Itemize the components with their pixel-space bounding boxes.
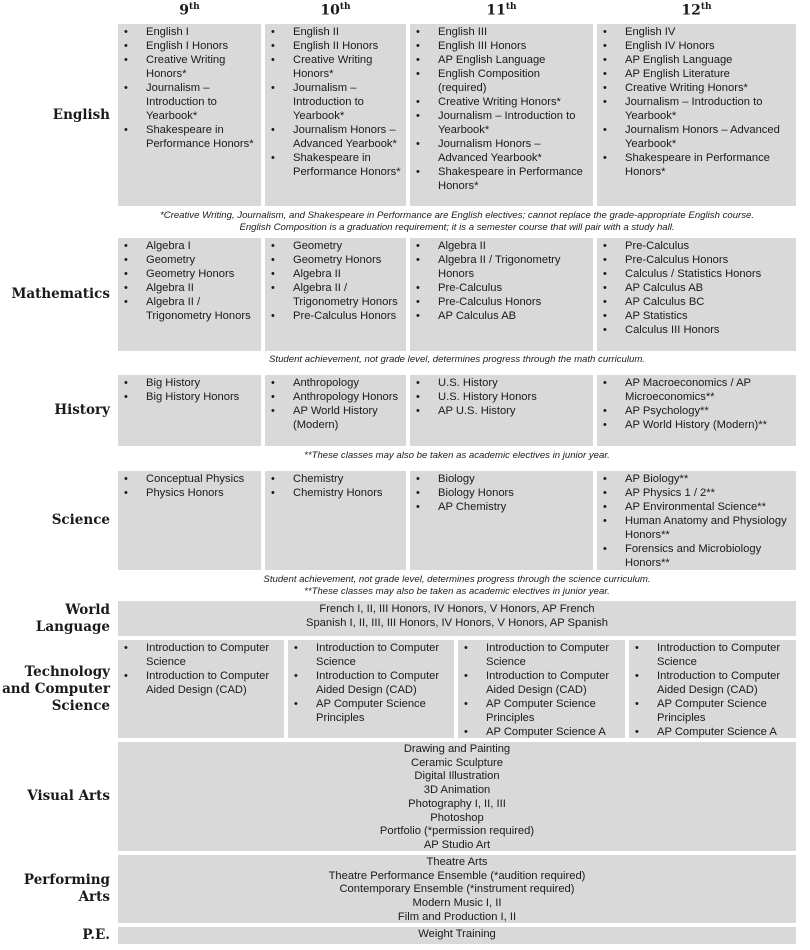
course-item: • Anthropology	[293, 376, 402, 390]
course-item: • U.S. History	[438, 376, 589, 390]
course-list	[118, 238, 261, 323]
course-list	[597, 24, 796, 179]
subject-label-technology	[0, 640, 112, 738]
course-item: • Chemistry	[293, 472, 402, 486]
course-item: • Pre-Calculus Honors	[438, 295, 589, 309]
course-item: • Calculus / Statistics Honors	[625, 267, 792, 281]
course-item: • Algebra II	[146, 281, 257, 295]
note-line: English Composition is a graduation requirement; it is a semester course that will pair with a study hall.	[239, 221, 675, 233]
course-list	[118, 375, 261, 404]
course-item: • Big History Honors	[146, 390, 257, 404]
course-item: • AP Calculus BC	[625, 295, 792, 309]
course-item: • Shakespeare in Performance Honors*	[146, 123, 257, 151]
history-cell-9	[118, 375, 261, 446]
course-line: Theatre Arts	[426, 856, 488, 868]
course-item: • AP English Language	[625, 53, 792, 67]
course-item: • English I Honors	[146, 39, 257, 53]
course-item: • Pre-Calculus	[438, 281, 589, 295]
course-item: • English II	[293, 25, 402, 39]
science-cell-10	[265, 471, 406, 570]
course-list	[410, 471, 593, 514]
subject-label-text: Science	[51, 697, 110, 714]
subject-label-performing-arts	[0, 855, 112, 923]
grade-suffix: th	[700, 2, 712, 12]
grade-header-12	[597, 2, 796, 22]
subject-label-text: and Computer	[2, 680, 110, 697]
course-list	[597, 238, 796, 337]
course-line: Modern Music I, II	[412, 897, 502, 910]
course-item: • Journalism Honors – Advanced Yearbook*	[438, 137, 589, 165]
course-line: Spanish I, II, III, III Honors, IV Honors, V Honors, AP Spanish	[305, 616, 608, 629]
course-line: Portfolio (*permission required)	[379, 825, 535, 838]
subject-label-text: Performing	[23, 872, 110, 888]
english-cell-10	[265, 24, 406, 206]
course-item: • AP Macroeconomics / AP Microeconomics**	[625, 376, 792, 404]
note-line: **These classes may also be taken as academic electives in junior year.	[304, 450, 610, 461]
course-item: • AP Chemistry	[438, 500, 589, 514]
course-list	[118, 640, 284, 697]
course-item: • AP Psychology**	[625, 404, 792, 418]
course-item: • Pre-Calculus Honors	[293, 309, 402, 323]
course-item: • Algebra I	[146, 239, 257, 253]
course-item: • Conceptual Physics	[146, 472, 257, 486]
course-list	[629, 640, 796, 739]
subject-label-mathematics	[0, 238, 112, 351]
math-cell-12	[597, 238, 796, 351]
course-item: • AP Computer Science A	[657, 725, 792, 739]
course-item: • Physics Honors	[146, 486, 257, 500]
english-cell-12	[597, 24, 796, 206]
math-cell-9	[118, 238, 261, 351]
course-item: • Introduction to Computer Science	[657, 641, 792, 669]
course-item: • U.S. History Honors	[438, 390, 589, 404]
math-cell-11	[410, 238, 593, 351]
course-item: • Forensics and Microbiology Honors**	[625, 542, 792, 570]
course-item: • Geometry	[293, 239, 402, 253]
course-item: • Chemistry Honors	[293, 486, 402, 500]
course-item: • Creative Writing Honors*	[438, 95, 589, 109]
grade-suffix: th	[505, 2, 517, 12]
course-item: • AP English Literature	[625, 67, 792, 81]
course-list	[288, 640, 454, 725]
subject-label-history	[0, 375, 112, 446]
course-item: • Calculus III Honors	[625, 323, 792, 337]
science-cell-9	[118, 471, 261, 570]
science-note	[118, 574, 796, 597]
course-item: • Creative Writing Honors*	[625, 81, 792, 95]
course-item: • AP Computer Science A	[486, 725, 621, 739]
course-item: • AP English Language	[438, 53, 589, 67]
course-item: • Introduction to Computer Aided Design (CAD)	[486, 669, 621, 697]
math-note	[118, 354, 796, 366]
course-item: • Introduction to Computer Science	[146, 641, 280, 669]
course-item: • AP Computer Science Principles	[657, 697, 792, 725]
course-item: • Journalism – Introduction to Yearbook*	[146, 81, 257, 123]
tech-cell-11	[458, 640, 625, 738]
subject-label-visual-arts	[0, 742, 112, 851]
grade-header-10	[265, 2, 406, 22]
history-cell-11	[410, 375, 593, 446]
subject-label-text: Science	[51, 512, 110, 528]
note-line: Student achievement, not grade level, determines progress through the math curriculum.	[269, 354, 645, 365]
subject-label-text: Visual Arts	[27, 788, 110, 804]
course-item: • Journalism – Introduction to Yearbook*	[438, 109, 589, 137]
course-item: • Introduction to Computer Aided Design (CAD)	[316, 669, 450, 697]
subject-label-text: Mathematics	[11, 286, 110, 302]
course-item: • AP Biology**	[625, 472, 792, 486]
course-list	[265, 375, 406, 432]
course-item: • Algebra II	[438, 239, 589, 253]
course-list	[458, 640, 625, 739]
grade-header-9	[118, 2, 261, 22]
course-item: • Shakespeare in Performance Honors*	[293, 151, 402, 179]
performing-arts-cell	[118, 855, 796, 923]
tech-cell-10	[288, 640, 454, 738]
grade-suffix: th	[339, 2, 351, 12]
course-item: • English II Honors	[293, 39, 402, 53]
course-item: • Big History	[146, 376, 257, 390]
course-line: Digital Illustration	[414, 770, 500, 783]
course-item: • AP Statistics	[625, 309, 792, 323]
subject-label-text: World	[65, 601, 110, 618]
course-item: • Algebra II / Trigonometry Honors	[146, 295, 257, 323]
tech-cell-12	[629, 640, 796, 738]
course-item: • Journalism – Introduction to Yearbook*	[625, 95, 792, 123]
grade-number: 10	[320, 2, 340, 19]
course-item: • English III	[438, 25, 589, 39]
course-item: • English IV	[625, 25, 792, 39]
english-cell-11	[410, 24, 593, 206]
course-line: Ceramic Sculpture	[410, 756, 504, 769]
note-line: **These classes may also be taken as academic electives in junior year.	[304, 585, 610, 597]
english-note	[118, 210, 796, 233]
history-cell-10	[265, 375, 406, 446]
course-item: • Biology	[438, 472, 589, 486]
course-list	[410, 375, 593, 418]
math-cell-10	[265, 238, 406, 351]
course-list	[410, 24, 593, 193]
science-cell-11	[410, 471, 593, 570]
course-item: • Human Anatomy and Physiology Honors**	[625, 514, 792, 542]
course-item: • Shakespeare in Performance Honors*	[625, 151, 792, 179]
world-language-cell	[118, 601, 796, 636]
course-item: • Algebra II / Trigonometry Honors	[438, 253, 589, 281]
course-line: Drawing and Painting	[403, 743, 511, 755]
course-list	[265, 24, 406, 179]
course-line: Weight Training	[418, 928, 496, 940]
course-item: • AP Computer Science Principles	[316, 697, 450, 725]
course-line: 3D Animation	[423, 784, 491, 797]
subject-label-pe	[0, 927, 112, 944]
english-cell-9	[118, 24, 261, 206]
science-cell-12	[597, 471, 796, 570]
course-item: • AP World History (Modern)**	[625, 418, 792, 432]
course-item: • Introduction to Computer Aided Design (CAD)	[146, 669, 280, 697]
subject-label-text: Language	[35, 618, 110, 635]
course-item: • English I	[146, 25, 257, 39]
subject-label-text: Arts	[78, 889, 110, 905]
course-item: • Geometry Honors	[293, 253, 402, 267]
course-item: • Creative Writing Honors*	[293, 53, 402, 81]
course-list	[597, 471, 796, 570]
grade-number: 11	[486, 2, 506, 19]
course-line: Film and Production I, II	[397, 910, 517, 923]
course-item: • AP U.S. History	[438, 404, 589, 418]
grade-number: 12	[681, 2, 701, 19]
course-list	[597, 375, 796, 432]
course-line: Contemporary Ensemble (*instrument required)	[339, 883, 575, 896]
grade-header-11	[410, 2, 593, 22]
course-item: • AP World History (Modern)	[293, 404, 402, 432]
course-item: • Biology Honors	[438, 486, 589, 500]
course-item: • English IV Honors	[625, 39, 792, 53]
course-list	[410, 238, 593, 323]
tech-cell-9	[118, 640, 284, 738]
course-line: Photography I, II, III	[408, 797, 506, 810]
course-item: • AP Calculus AB	[438, 309, 589, 323]
course-item: • AP Calculus AB	[625, 281, 792, 295]
visual-arts-cell	[118, 742, 796, 851]
history-cell-12	[597, 375, 796, 446]
subject-label-text: P.E.	[82, 927, 110, 943]
course-item: • AP Computer Science Principles	[486, 697, 621, 725]
course-item: • Introduction to Computer Aided Design (CAD)	[657, 669, 792, 697]
subject-label-science	[0, 471, 112, 570]
subject-label-text: Technology	[24, 663, 110, 680]
course-item: • Anthropology Honors	[293, 390, 402, 404]
course-item: • Journalism Honors – Advanced Yearbook*	[293, 123, 402, 151]
course-item: • Pre-Calculus	[625, 239, 792, 253]
course-line: AP Studio Art	[423, 838, 491, 851]
grade-number: 9	[179, 2, 190, 19]
course-item: • Shakespeare in Performance Honors*	[438, 165, 589, 193]
course-line: Photoshop	[430, 811, 484, 824]
subject-label-english	[0, 24, 112, 206]
history-note	[118, 450, 796, 462]
course-item: • Algebra II	[293, 267, 402, 281]
course-item: • English III Honors	[438, 39, 589, 53]
course-list	[118, 471, 261, 500]
course-item: • AP Environmental Science**	[625, 500, 792, 514]
course-item: • Pre-Calculus Honors	[625, 253, 792, 267]
course-list	[265, 471, 406, 500]
course-list	[118, 24, 261, 151]
course-list	[265, 238, 406, 323]
course-item: • Creative Writing Honors*	[146, 53, 257, 81]
subject-label-text: History	[54, 402, 110, 418]
subject-label-world-language	[0, 601, 112, 636]
note-line: Student achievement, not grade level, determines progress through the science curriculum.	[263, 574, 651, 585]
subject-label-text: English	[52, 106, 110, 123]
course-item: • Geometry Honors	[146, 267, 257, 281]
note-line: *Creative Writing, Journalism, and Shakespeare in Performance are English electives; cannot replace the grade-appropriate English course.	[159, 210, 755, 221]
course-item: • Introduction to Computer Science	[316, 641, 450, 669]
course-item: • English Composition (required)	[438, 67, 589, 95]
course-item: • Introduction to Computer Science	[486, 641, 621, 669]
grade-suffix: th	[189, 2, 200, 12]
course-item: • Journalism Honors – Advanced Yearbook*	[625, 123, 792, 151]
course-item: • Journalism – Introduction to Yearbook*	[293, 81, 402, 123]
course-line: Theatre Performance Ensemble (*audition required)	[328, 869, 586, 882]
pe-cell	[118, 927, 796, 944]
course-item: • Geometry	[146, 253, 257, 267]
course-item: • AP Physics 1 / 2**	[625, 486, 792, 500]
course-line: French I, II, III Honors, IV Honors, V Honors, AP French	[319, 603, 595, 615]
course-item: • Algebra II / Trigonometry Honors	[293, 281, 402, 309]
